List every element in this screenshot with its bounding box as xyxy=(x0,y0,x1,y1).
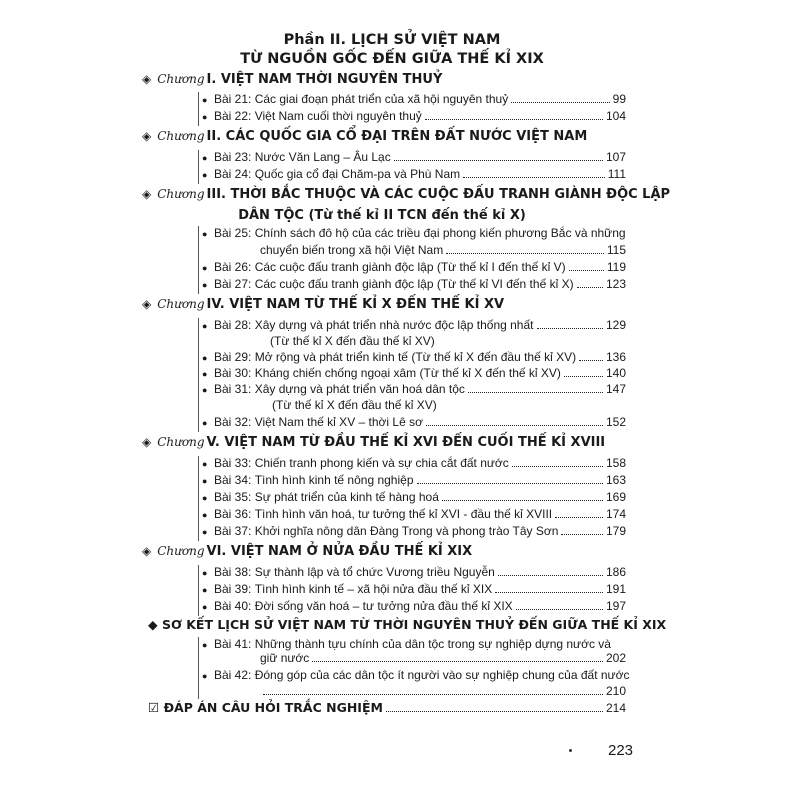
chapter-word: Chương xyxy=(157,187,205,201)
bullet-icon: ● xyxy=(202,263,208,273)
toc-entry-42[interactable] xyxy=(202,668,630,685)
dot-leader xyxy=(564,367,603,377)
page-ref: 136 xyxy=(605,350,626,364)
lesson-label: Bài 33: xyxy=(214,456,252,470)
summary-bar xyxy=(198,637,199,699)
dot-leader xyxy=(516,600,603,610)
diamond-bullet-icon: ◈ xyxy=(142,435,152,449)
printed-dot xyxy=(569,749,572,752)
bullet-icon: ● xyxy=(202,459,208,469)
lesson-label: Bài 38: xyxy=(214,565,252,579)
dot-leader xyxy=(555,508,603,518)
chapter-heading-1[interactable] xyxy=(142,72,442,90)
page-ref: 115 xyxy=(606,243,626,257)
chapter-bar xyxy=(198,565,199,616)
toc-entry-42-cont[interactable] xyxy=(260,684,626,701)
bullet-icon: ● xyxy=(202,321,208,331)
lesson-title-line2: (Từ thế kỉ X đến đầu thế kỉ XV) xyxy=(272,398,437,412)
lesson-label: Bài 35: xyxy=(214,490,252,504)
dot-leader xyxy=(577,278,603,288)
dot-leader xyxy=(263,685,603,695)
diamond-bullet-icon: ◈ xyxy=(142,544,152,558)
toc-entry-39[interactable] xyxy=(202,582,626,599)
page-ref: 210 xyxy=(605,684,626,698)
dot-leader xyxy=(579,351,603,361)
bullet-icon: ● xyxy=(202,671,208,681)
lesson-title: Các cuộc đấu tranh giành độc lập (Từ thế kỉ I đến thế kỉ V) xyxy=(254,260,566,274)
dot-leader xyxy=(425,110,603,120)
dot-leader xyxy=(512,457,603,467)
lesson-label: Bài 40: xyxy=(214,599,252,613)
bullet-icon: ● xyxy=(202,640,208,650)
dot-leader xyxy=(561,525,603,535)
lesson-label: Bài 23: xyxy=(214,150,252,164)
page-ref: 163 xyxy=(605,473,626,487)
lesson-title: Những thành tựu chính của dân tộc trong sự nghiệp dựng nước và xyxy=(254,637,611,651)
toc-entry-40[interactable] xyxy=(202,599,626,616)
page-ref: 140 xyxy=(605,366,626,380)
dot-leader xyxy=(442,491,603,501)
lesson-label: Bài 22: xyxy=(214,109,252,123)
lesson-title: Sự phát triển của kinh tế hàng hoá xyxy=(254,490,439,504)
chapter-heading-6[interactable] xyxy=(142,544,472,562)
lesson-title: Việt Nam thế kỉ XV – thời Lê sơ xyxy=(254,415,423,429)
toc-entry-31[interactable] xyxy=(202,382,626,399)
lesson-title: Đóng góp của các dân tộc ít người vào sự nghiệp chung của đất nước xyxy=(254,668,630,682)
chapter-title: I. VIỆT NAM THỜI NGUYÊN THUỶ xyxy=(206,72,443,87)
lesson-label: Bài 28: xyxy=(214,318,252,332)
chapter-title: V. VIỆT NAM TỪ ĐẦU THẾ KỈ XVI ĐẾN CUỐI THẾ KỈ XVIII xyxy=(206,435,606,450)
toc-entry-29[interactable] xyxy=(202,350,626,367)
chapter-bar xyxy=(198,92,199,126)
lesson-title-line2: giữ nước xyxy=(260,651,310,665)
lesson-label: Bài 29: xyxy=(214,350,252,364)
dot-leader xyxy=(312,652,603,662)
chapter-title: III. THỜI BẮC THUỘC VÀ CÁC CUỘC ĐẤU TRANH GIÀNH ĐỘC LẬP xyxy=(206,187,671,202)
dot-leader xyxy=(426,416,603,426)
page-ref: 197 xyxy=(605,599,626,613)
page-ref: 202 xyxy=(605,651,626,665)
diamond-bullet-icon: ◈ xyxy=(142,72,152,86)
lesson-label: Bài 31: xyxy=(214,382,252,396)
chapter-word: Chương xyxy=(157,72,205,86)
bullet-icon: ● xyxy=(202,493,208,503)
lesson-label: Bài 36: xyxy=(214,507,252,521)
lesson-label: Bài 21: xyxy=(214,92,252,106)
dot-leader xyxy=(498,566,603,576)
diamond-bullet-icon: ◈ xyxy=(142,129,152,143)
chapter-word: Chương xyxy=(157,129,205,143)
lesson-title: Xây dựng và phát triển văn hoá dân tộc xyxy=(254,382,465,396)
lesson-label: Bài 27: xyxy=(214,277,252,291)
lesson-title-line2: (Từ thế kỉ X đến đầu thế kỉ XV) xyxy=(270,334,435,348)
bullet-icon: ● xyxy=(202,280,208,290)
toc-entry-34[interactable] xyxy=(202,473,626,490)
page-ref: 119 xyxy=(606,260,626,274)
toc-entry-30[interactable] xyxy=(202,366,626,383)
lesson-title: Tình hình văn hoá, tư tưởng thế kỉ XVI - đầu thế kỉ XVIII xyxy=(254,507,553,521)
lesson-title: Mở rộng và phát triển kinh tế (Từ thế kỉ X đến đầu thế kỉ XV) xyxy=(254,350,577,364)
toc-entry-36[interactable] xyxy=(202,507,626,524)
lesson-label: Bài 39: xyxy=(214,582,252,596)
lesson-label: Bài 26: xyxy=(214,260,252,274)
lesson-title: Các cuộc đấu tranh giành độc lập (Từ thế kỉ VI đến thế kỉ X) xyxy=(254,277,574,291)
summary-heading[interactable] xyxy=(148,617,666,632)
answers-title: ĐÁP ÁN CÂU HỎI TRẮC NGHIỆM xyxy=(163,700,383,715)
lesson-title: Chiến tranh phong kiến và sự chia cắt đất nước xyxy=(254,456,509,470)
toc-entry-35[interactable] xyxy=(202,490,626,507)
toc-entry-38[interactable] xyxy=(202,565,626,582)
lesson-title: Tình hình kinh tế nông nghiệp xyxy=(254,473,414,487)
part-title-line1: Phần II. LỊCH SỬ VIỆT NAM xyxy=(283,32,501,48)
lesson-title: Việt Nam cuối thời nguyên thuỷ xyxy=(254,109,422,123)
toc-entry-37[interactable] xyxy=(202,524,626,541)
checkbox-icon: ☑ xyxy=(148,700,164,715)
page-ref: 158 xyxy=(605,456,626,470)
chapter-heading-5[interactable] xyxy=(142,435,605,453)
bullet-icon: ● xyxy=(202,95,208,105)
page-ref: 174 xyxy=(605,507,626,521)
chapter-word: Chương xyxy=(157,297,205,311)
page-number: 223 xyxy=(608,742,634,759)
lesson-label: Bài 24: xyxy=(214,167,252,181)
lesson-label: Bài 30: xyxy=(214,366,252,380)
page-ref: 123 xyxy=(605,277,626,291)
dot-leader xyxy=(537,319,603,329)
bullet-icon: ● xyxy=(202,385,208,395)
dot-leader xyxy=(495,583,603,593)
lesson-title: Đời sống văn hoá – tư tưởng nửa đầu thế kỉ XIX xyxy=(254,599,513,613)
toc-entry-23[interactable] xyxy=(202,150,626,167)
dot-leader xyxy=(468,383,603,393)
diamond-bullet-icon: ◈ xyxy=(142,297,152,311)
bullet-icon: ● xyxy=(202,527,208,537)
chapter-title: II. CÁC QUỐC GIA CỔ ĐẠI TRÊN ĐẤT NƯỚC VIỆT NAM xyxy=(206,129,588,144)
page-ref: 214 xyxy=(605,701,626,715)
chapter-word: Chương xyxy=(157,544,205,558)
part-title-line2: TỪ NGUỒN GỐC ĐẾN GIỮA THẾ KỈ XIX xyxy=(240,51,544,67)
answers-entry[interactable] xyxy=(148,700,626,718)
toc-entry-25[interactable] xyxy=(202,226,626,243)
bullet-icon: ● xyxy=(202,602,208,612)
lesson-title-line2: chuyển biến trong xã hội Việt Nam xyxy=(260,243,444,257)
chapter-heading-2[interactable] xyxy=(142,129,587,147)
toc-entry-24[interactable] xyxy=(202,167,626,184)
lesson-title: Nước Văn Lang – Âu Lạc xyxy=(254,150,391,164)
chapter-bar xyxy=(198,150,199,184)
dot-leader xyxy=(446,244,604,254)
diamond-solid-icon: ◆ xyxy=(148,617,162,632)
bullet-icon: ● xyxy=(202,353,208,363)
diamond-bullet-icon: ◈ xyxy=(142,187,152,201)
toc-entry-41-cont[interactable] xyxy=(260,651,626,668)
bullet-icon: ● xyxy=(202,112,208,122)
summary-title: SƠ KẾT LỊCH SỬ VIỆT NAM TỪ THỜI NGUYÊN THUỶ ĐẾN GIỮA THẾ KỈ XIX xyxy=(161,617,667,632)
lesson-title: Khởi nghĩa nông dân Đàng Trong và phong trào Tây Sơn xyxy=(254,524,559,538)
lesson-label: Bài 41: xyxy=(214,637,252,651)
page-ref: 147 xyxy=(605,382,626,396)
dot-leader xyxy=(511,93,609,103)
dot-leader xyxy=(417,474,603,484)
toc-entry-33[interactable] xyxy=(202,456,626,473)
chapter-title: VI. VIỆT NAM Ở NỬA ĐẦU THẾ KỈ XIX xyxy=(206,544,473,559)
page-ref: 129 xyxy=(605,318,626,332)
bullet-icon: ● xyxy=(202,476,208,486)
toc-entry-32[interactable] xyxy=(202,415,626,432)
lesson-title: Kháng chiến chống ngoại xâm (Từ thế kỉ X đến thế kỉ XV) xyxy=(254,366,561,380)
lesson-label: Bài 34: xyxy=(214,473,252,487)
chapter-bar xyxy=(198,318,199,432)
bullet-icon: ● xyxy=(202,418,208,428)
dot-leader xyxy=(463,168,605,178)
lesson-label: Bài 25: xyxy=(214,226,252,240)
bullet-icon: ● xyxy=(202,510,208,520)
bullet-icon: ● xyxy=(202,568,208,578)
page-ref: 169 xyxy=(605,490,626,504)
lesson-title: Tình hình kinh tế – xã hội nửa đầu thế kỉ XIX xyxy=(254,582,493,596)
chapter-heading-3[interactable] xyxy=(142,187,670,205)
dot-leader xyxy=(386,702,603,712)
lesson-title: Xây dựng và phát triển nhà nước độc lập thống nhất xyxy=(254,318,534,332)
chapter-bar xyxy=(198,226,199,294)
bullet-icon: ● xyxy=(202,585,208,595)
page-ref: 191 xyxy=(605,582,626,596)
dot-leader xyxy=(569,261,604,271)
page-ref: 152 xyxy=(605,415,626,429)
lesson-title: Sự thành lập và tổ chức Vương triều Nguyễn xyxy=(254,565,495,579)
chapter-word: Chương xyxy=(157,435,205,449)
chapter-bar xyxy=(198,456,199,541)
page-ref: 107 xyxy=(605,150,626,164)
page-ref: 179 xyxy=(605,524,626,538)
toc-entry-21[interactable] xyxy=(202,92,626,109)
lesson-label: Bài 32: xyxy=(214,415,252,429)
dot-leader xyxy=(394,151,603,161)
chapter-title-line2: DÂN TỘC (Từ thế kỉ II TCN đến thế kỉ X) xyxy=(238,208,526,223)
toc-entry-26[interactable] xyxy=(202,260,626,277)
page-ref: 186 xyxy=(605,565,626,579)
page-ref: 111 xyxy=(607,167,626,181)
lesson-title: Các giai đoạn phát triển của xã hội nguyên thuỷ xyxy=(254,92,509,106)
bullet-icon: ● xyxy=(202,170,208,180)
bullet-icon: ● xyxy=(202,369,208,379)
chapter-heading-4[interactable] xyxy=(142,297,504,315)
bullet-icon: ● xyxy=(202,153,208,163)
bullet-icon: ● xyxy=(202,229,208,239)
chapter-title: IV. VIỆT NAM TỪ THẾ KỈ X ĐẾN THẾ KỈ XV xyxy=(206,297,505,312)
lesson-title: Quốc gia cổ đại Chăm-pa và Phù Nam xyxy=(254,167,461,181)
lesson-label: Bài 42: xyxy=(214,668,252,682)
page-ref: 104 xyxy=(605,109,626,123)
lesson-title: Chính sách đô hộ của các triều đại phong kiến phương Bắc và những xyxy=(254,226,626,240)
toc-entry-22[interactable] xyxy=(202,109,626,126)
toc-entry-28[interactable] xyxy=(202,318,626,335)
toc-entry-25-cont[interactable] xyxy=(260,243,626,260)
toc-entry-27[interactable] xyxy=(202,277,626,294)
lesson-label: Bài 37: xyxy=(214,524,252,538)
page-ref: 99 xyxy=(612,92,626,106)
